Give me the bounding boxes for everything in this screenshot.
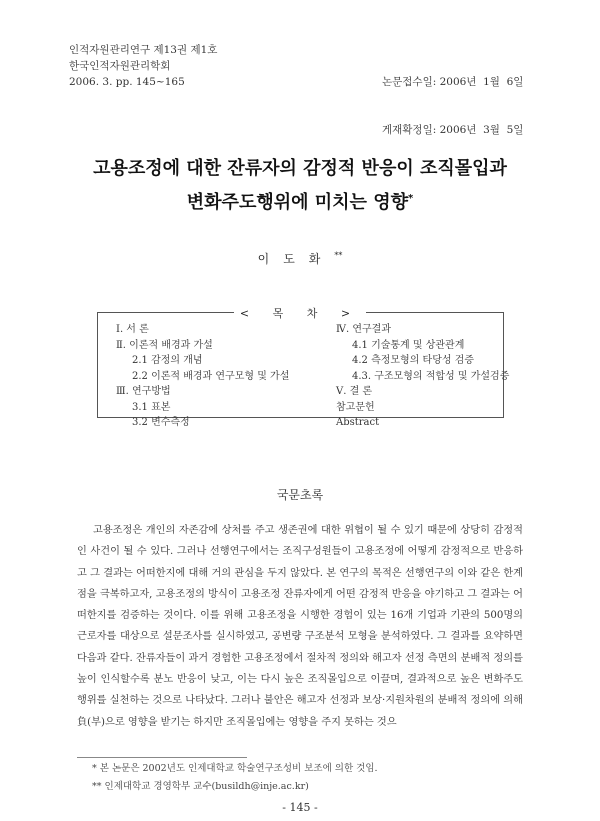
toc-item: 3.1 표본 (132, 401, 171, 413)
paper-title (0, 154, 600, 218)
toc-item: 3.2 변수측정 (132, 417, 190, 428)
toc-item: Ⅰ. 서 론 (116, 324, 149, 335)
toc-item: Ⅳ. 연구결과 (336, 324, 391, 335)
toc-item: 참고문헌 (336, 401, 375, 413)
footnote-1: * 본 논문은 2002년도 인제대학교 학술연구조성비 보조에 의한 것임. (92, 763, 378, 774)
toc-item: 4.3. 구조모형의 적합성 및 가설검증 (352, 370, 510, 382)
toc-left-column (116, 322, 289, 431)
journal-name: 인적자원관리연구 제13권 제1호 (69, 44, 218, 56)
toc-item: 2.2 이론적 배경과 연구모형 및 가설 (132, 370, 290, 382)
author (0, 250, 600, 267)
author-footnote-mark: ** (334, 251, 343, 260)
society-name: 한국인적자원관리학회 (69, 60, 171, 72)
toc-item: Ⅱ. 이론적 배경과 가설 (116, 339, 213, 351)
toc-item: Ⅲ. 연구방법 (116, 386, 171, 397)
toc-heading: < 목 차 > (0, 305, 600, 321)
title-line-2: 변화주도행위에 미치는 영향* (186, 192, 414, 213)
toc-item: Abstract (336, 417, 380, 428)
title-footnote-mark: * (407, 193, 414, 204)
toc-item: Ⅴ. 결 론 (336, 386, 373, 397)
toc-right-column (336, 322, 509, 431)
toc-item: 2.1 감정의 개념 (132, 355, 203, 366)
toc-item: 4.1 기술통계 및 상관관계 (352, 339, 465, 351)
received-date: 논문접수일: 2006년 1월 6일 (382, 76, 524, 88)
author-name: 이도화 (257, 252, 335, 266)
footnotes (92, 760, 378, 796)
toc-item: 4.2 측정모형의 타당성 검증 (352, 355, 475, 366)
abstract-text: 고용조정은 개인의 자존감에 상처를 주고 생존권에 대한 위협이 될 수 있기 때문에 상당히 감정적인 사건이 될 수 있다. 그러나 선행연구에서는 조직구성원들이 고용조정에 어떻게 감정적으로 반응하고 그 결과는 어떠한지에 대해 거의 관심을 두지 않았다. 본 연구의 목적은 선행연구의 이와 같은 한계점을 극복하고자, 고용조정의 방식이 고용조정 잔류자에게 어떤 감정적 반응을 야기하고 그 결과는 어떠한지를 검증하는 것이다. 이를 위해 고용조정을 시행한 경험이 있는 16개 기업과 기관의 500명의 근로자를 대상으로 설문조사를 실시하였고, 공변량 구조분석 모형을 분석하였다. 그 결과를 요약하면 다음과 같다. 잔류자들이 과거 경험한 고용조정에서 절차적 정의와 해고자 선정 측면의 분배적 정의를 높이 인식할수록 분노 반응이 낮고, 이는 다시 높은 조직몰입으로 이끌며, 결과적으로 높은 변화주도행위를 실천하는 것으로 나타났다. 그러나 불안은 해고자 선정과 보상·지원차원의 분배적 정의에 의해 負(부)으로 영향을 받기는 하지만 조직몰입에는 영향을 주지 못하는 것으 (77, 525, 523, 728)
accepted-date: 게재확정일: 2006년 3월 5일 (382, 124, 524, 136)
journal-info (69, 42, 217, 90)
journal-pages: 2006. 3. pp. 145~165 (69, 76, 185, 88)
section-title: 국문초록 (276, 488, 324, 502)
submission-dates (382, 42, 523, 170)
page-number: - 145 - (282, 801, 318, 814)
footnote-2: ** 인제대학교 경영학부 교수(busildh@inje.ac.kr) (92, 781, 309, 792)
footnote-divider (77, 757, 247, 758)
title-line-1: 고용조정에 대한 잔류자의 감정적 반응이 조직몰입과 (93, 158, 507, 179)
